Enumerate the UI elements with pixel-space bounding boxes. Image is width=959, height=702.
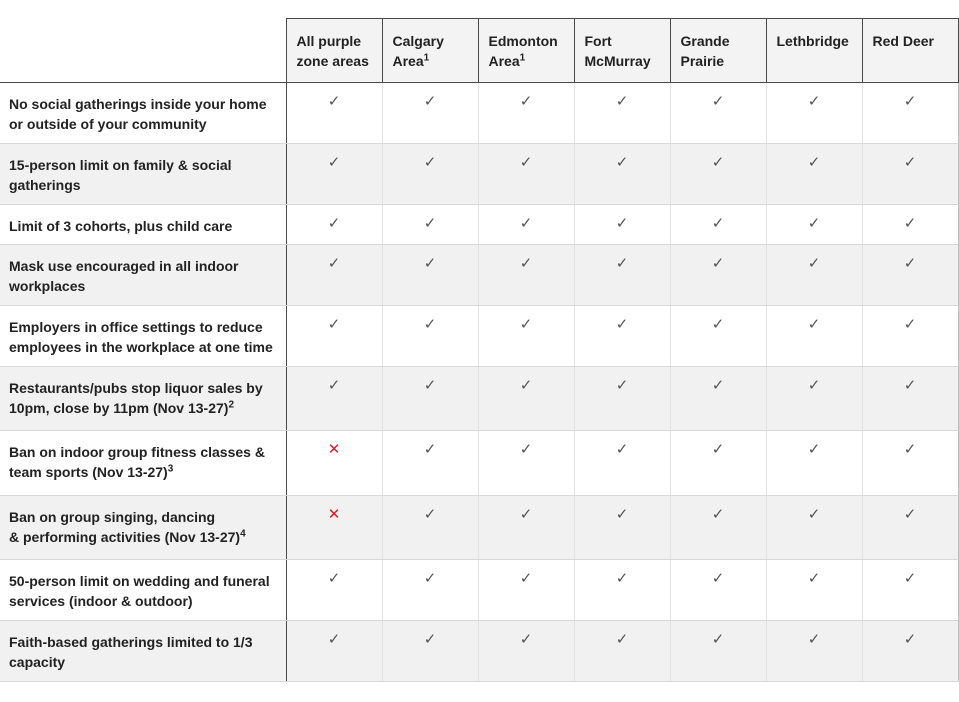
status-cell: [574, 560, 670, 621]
table-row: [0, 83, 958, 144]
footnote-marker: 1: [519, 52, 526, 64]
footnote-marker: 4: [240, 528, 246, 540]
status-cell: [862, 205, 958, 245]
footnote-marker: 2: [228, 399, 234, 411]
row-label: [0, 205, 286, 245]
checkmark-icon: ✓: [711, 153, 725, 171]
column-header-line1: Red Deer: [872, 33, 934, 49]
status-cell: [382, 245, 478, 306]
status-cell: [478, 431, 574, 496]
checkmark-icon: ✓: [423, 440, 437, 458]
status-cell: [574, 306, 670, 367]
checkmark-icon: ✓: [711, 92, 725, 110]
column-header-line2: Area: [488, 53, 520, 69]
status-cell: [478, 245, 574, 306]
row-label-line1: Mask use encouraged in all indoor: [9, 258, 239, 274]
status-cell: [670, 621, 766, 682]
status-cell: [286, 306, 382, 367]
checkmark-icon: ✓: [903, 569, 917, 587]
table-row: [0, 245, 958, 306]
checkmark-icon: ✓: [327, 376, 341, 394]
checkmark-icon: ✓: [519, 569, 533, 587]
checkmark-icon: ✓: [327, 315, 341, 333]
checkmark-icon: ✓: [423, 92, 437, 110]
row-label-line2: 10pm, close by 11pm (Nov 13-27): [9, 400, 229, 416]
column-header-line1: Grande: [680, 33, 730, 49]
row-label-line1: 50-person limit on wedding and funeral: [9, 573, 270, 589]
checkmark-icon: ✓: [327, 254, 341, 272]
row-label-line1: Employers in office settings to reduce: [9, 319, 263, 335]
row-label: [0, 367, 286, 431]
status-cell: [862, 367, 958, 431]
status-cell: [670, 306, 766, 367]
status-cell: [766, 245, 862, 306]
row-label-line2: services (indoor & outdoor): [9, 593, 193, 609]
row-label-line1: Faith-based gatherings limited to 1/3: [9, 634, 253, 650]
status-cell: [574, 367, 670, 431]
row-label-line2: gatherings: [9, 177, 81, 193]
checkmark-icon: ✓: [711, 376, 725, 394]
status-cell: [766, 431, 862, 496]
status-cell: [766, 367, 862, 431]
status-cell: [766, 621, 862, 682]
checkmark-icon: ✓: [615, 153, 629, 171]
column-header-line2: Area: [392, 53, 424, 69]
status-cell: [382, 83, 478, 144]
status-cell: [382, 144, 478, 205]
checkmark-icon: ✓: [711, 569, 725, 587]
status-cell: [382, 367, 478, 431]
checkmark-icon: ✓: [711, 214, 725, 232]
checkmark-icon: ✓: [615, 505, 629, 523]
checkmark-icon: ✓: [519, 505, 533, 523]
column-header-line1: Edmonton: [488, 33, 558, 49]
checkmark-icon: ✓: [903, 153, 917, 171]
table-row: [0, 306, 958, 367]
checkmark-icon: ✓: [903, 376, 917, 394]
status-cell: [670, 245, 766, 306]
row-label: [0, 83, 286, 144]
header-row: [0, 19, 958, 83]
row-label: [0, 621, 286, 682]
status-cell: [670, 560, 766, 621]
row-label-line2: capacity: [9, 654, 66, 670]
column-header: [766, 19, 862, 83]
checkmark-icon: ✓: [903, 315, 917, 333]
column-header: [670, 19, 766, 83]
status-cell: [286, 367, 382, 431]
status-cell: [766, 205, 862, 245]
checkmark-icon: ✓: [327, 92, 341, 110]
checkmark-icon: ✓: [807, 440, 821, 458]
status-cell: [670, 367, 766, 431]
checkmark-icon: ✓: [615, 254, 629, 272]
row-label: [0, 496, 286, 560]
checkmark-icon: ✓: [807, 569, 821, 587]
row-label: [0, 245, 286, 306]
status-cell: [478, 621, 574, 682]
checkmark-icon: ✓: [711, 440, 725, 458]
status-cell: [382, 205, 478, 245]
status-cell: [286, 560, 382, 621]
status-cell: [286, 496, 382, 560]
row-label: [0, 306, 286, 367]
status-cell: [574, 83, 670, 144]
status-cell: [670, 431, 766, 496]
table-body: [0, 83, 958, 682]
checkmark-icon: ✓: [903, 214, 917, 232]
row-label-line2: team sports (Nov 13-27): [9, 464, 168, 480]
status-cell: [478, 367, 574, 431]
checkmark-icon: ✓: [519, 440, 533, 458]
status-cell: [382, 496, 478, 560]
row-label-line1: 15-person limit on family & social: [9, 157, 232, 173]
column-header: [286, 19, 382, 83]
row-label: [0, 560, 286, 621]
checkmark-icon: ✓: [519, 254, 533, 272]
column-header: [478, 19, 574, 83]
footnote-marker: 1: [423, 52, 430, 64]
status-cell: [286, 83, 382, 144]
status-cell: [574, 431, 670, 496]
status-cell: [574, 621, 670, 682]
cross-icon: ✕: [327, 440, 341, 458]
checkmark-icon: ✓: [423, 505, 437, 523]
checkmark-icon: ✓: [615, 630, 629, 648]
status-cell: [670, 144, 766, 205]
status-cell: [766, 496, 862, 560]
restrictions-table: [0, 18, 959, 682]
status-cell: [862, 83, 958, 144]
status-cell: [766, 144, 862, 205]
status-cell: [862, 144, 958, 205]
checkmark-icon: ✓: [903, 630, 917, 648]
status-cell: [478, 560, 574, 621]
table-row: [0, 367, 958, 431]
status-cell: [862, 560, 958, 621]
column-header-line2: McMurray: [584, 53, 651, 69]
checkmark-icon: ✓: [423, 214, 437, 232]
status-cell: [862, 496, 958, 560]
row-label-line1: Limit of 3 cohorts, plus child care: [9, 218, 233, 234]
status-cell: [862, 621, 958, 682]
row-label: [0, 144, 286, 205]
checkmark-icon: ✓: [807, 315, 821, 333]
column-header: [862, 19, 958, 83]
checkmark-icon: ✓: [615, 214, 629, 232]
checkmark-icon: ✓: [519, 92, 533, 110]
checkmark-icon: ✓: [903, 440, 917, 458]
checkmark-icon: ✓: [327, 214, 341, 232]
table-row: [0, 144, 958, 205]
status-cell: [670, 205, 766, 245]
checkmark-icon: ✓: [807, 214, 821, 232]
column-header-line2: zone areas: [296, 53, 369, 69]
status-cell: [766, 560, 862, 621]
checkmark-icon: ✓: [807, 505, 821, 523]
status-cell: [574, 144, 670, 205]
status-cell: [382, 431, 478, 496]
column-header-line2: Prairie: [680, 53, 725, 69]
status-cell: [766, 83, 862, 144]
row-label-line1: Ban on indoor group fitness classes &: [9, 444, 265, 460]
checkmark-icon: ✓: [903, 254, 917, 272]
checkmark-icon: ✓: [327, 569, 341, 587]
footnote-marker: 3: [167, 463, 174, 475]
header-corner: [0, 19, 286, 83]
status-cell: [478, 205, 574, 245]
status-cell: [286, 144, 382, 205]
checkmark-icon: ✓: [519, 153, 533, 171]
table-header: [0, 19, 958, 83]
status-cell: [286, 621, 382, 682]
checkmark-icon: ✓: [711, 630, 725, 648]
status-cell: [862, 431, 958, 496]
checkmark-icon: ✓: [327, 153, 341, 171]
cross-icon: ✕: [327, 505, 341, 523]
checkmark-icon: ✓: [423, 569, 437, 587]
row-label-line2: or outside of your community: [9, 116, 207, 132]
checkmark-icon: ✓: [615, 569, 629, 587]
status-cell: [382, 560, 478, 621]
table-row: [0, 560, 958, 621]
checkmark-icon: ✓: [423, 315, 437, 333]
row-label-line1: No social gatherings inside your home: [9, 96, 267, 112]
checkmark-icon: ✓: [519, 315, 533, 333]
column-header-line1: Fort: [584, 33, 612, 49]
checkmark-icon: ✓: [711, 505, 725, 523]
status-cell: [574, 496, 670, 560]
status-cell: [766, 306, 862, 367]
checkmark-icon: ✓: [327, 630, 341, 648]
checkmark-icon: ✓: [519, 630, 533, 648]
checkmark-icon: ✓: [423, 254, 437, 272]
status-cell: [286, 431, 382, 496]
status-cell: [478, 496, 574, 560]
checkmark-icon: ✓: [423, 153, 437, 171]
checkmark-icon: ✓: [615, 92, 629, 110]
row-label-line2: employees in the workplace at one time: [9, 339, 273, 355]
checkmark-icon: ✓: [807, 92, 821, 110]
checkmark-icon: ✓: [903, 92, 917, 110]
checkmark-icon: ✓: [615, 315, 629, 333]
checkmark-icon: ✓: [519, 376, 533, 394]
checkmark-icon: ✓: [615, 440, 629, 458]
checkmark-icon: ✓: [711, 315, 725, 333]
checkmark-icon: ✓: [615, 376, 629, 394]
checkmark-icon: ✓: [519, 214, 533, 232]
table-row: [0, 621, 958, 682]
table-row: [0, 205, 958, 245]
checkmark-icon: ✓: [903, 505, 917, 523]
column-header-line1: Calgary: [392, 33, 444, 49]
checkmark-icon: ✓: [423, 376, 437, 394]
row-label-line2: workplaces: [9, 278, 86, 294]
status-cell: [862, 306, 958, 367]
row-label-line1: Ban on group singing, dancing: [9, 509, 216, 525]
table-row: [0, 431, 958, 496]
status-cell: [574, 205, 670, 245]
status-cell: [478, 144, 574, 205]
checkmark-icon: ✓: [711, 254, 725, 272]
status-cell: [286, 245, 382, 306]
status-cell: [478, 83, 574, 144]
checkmark-icon: ✓: [423, 630, 437, 648]
row-label-line1: Restaurants/pubs stop liquor sales by: [9, 380, 263, 396]
checkmark-icon: ✓: [807, 153, 821, 171]
checkmark-icon: ✓: [807, 254, 821, 272]
status-cell: [382, 621, 478, 682]
status-cell: [670, 83, 766, 144]
checkmark-icon: ✓: [807, 376, 821, 394]
column-header: [574, 19, 670, 83]
status-cell: [862, 245, 958, 306]
column-header-line1: Lethbridge: [776, 33, 849, 49]
checkmark-icon: ✓: [807, 630, 821, 648]
status-cell: [574, 245, 670, 306]
row-label-line2: & performing activities (Nov 13-27): [9, 529, 241, 545]
row-label: [0, 431, 286, 496]
column-header: [382, 19, 478, 83]
status-cell: [478, 306, 574, 367]
status-cell: [286, 205, 382, 245]
status-cell: [382, 306, 478, 367]
column-header-line1: All purple: [296, 33, 362, 49]
status-cell: [670, 496, 766, 560]
table-row: [0, 496, 958, 560]
